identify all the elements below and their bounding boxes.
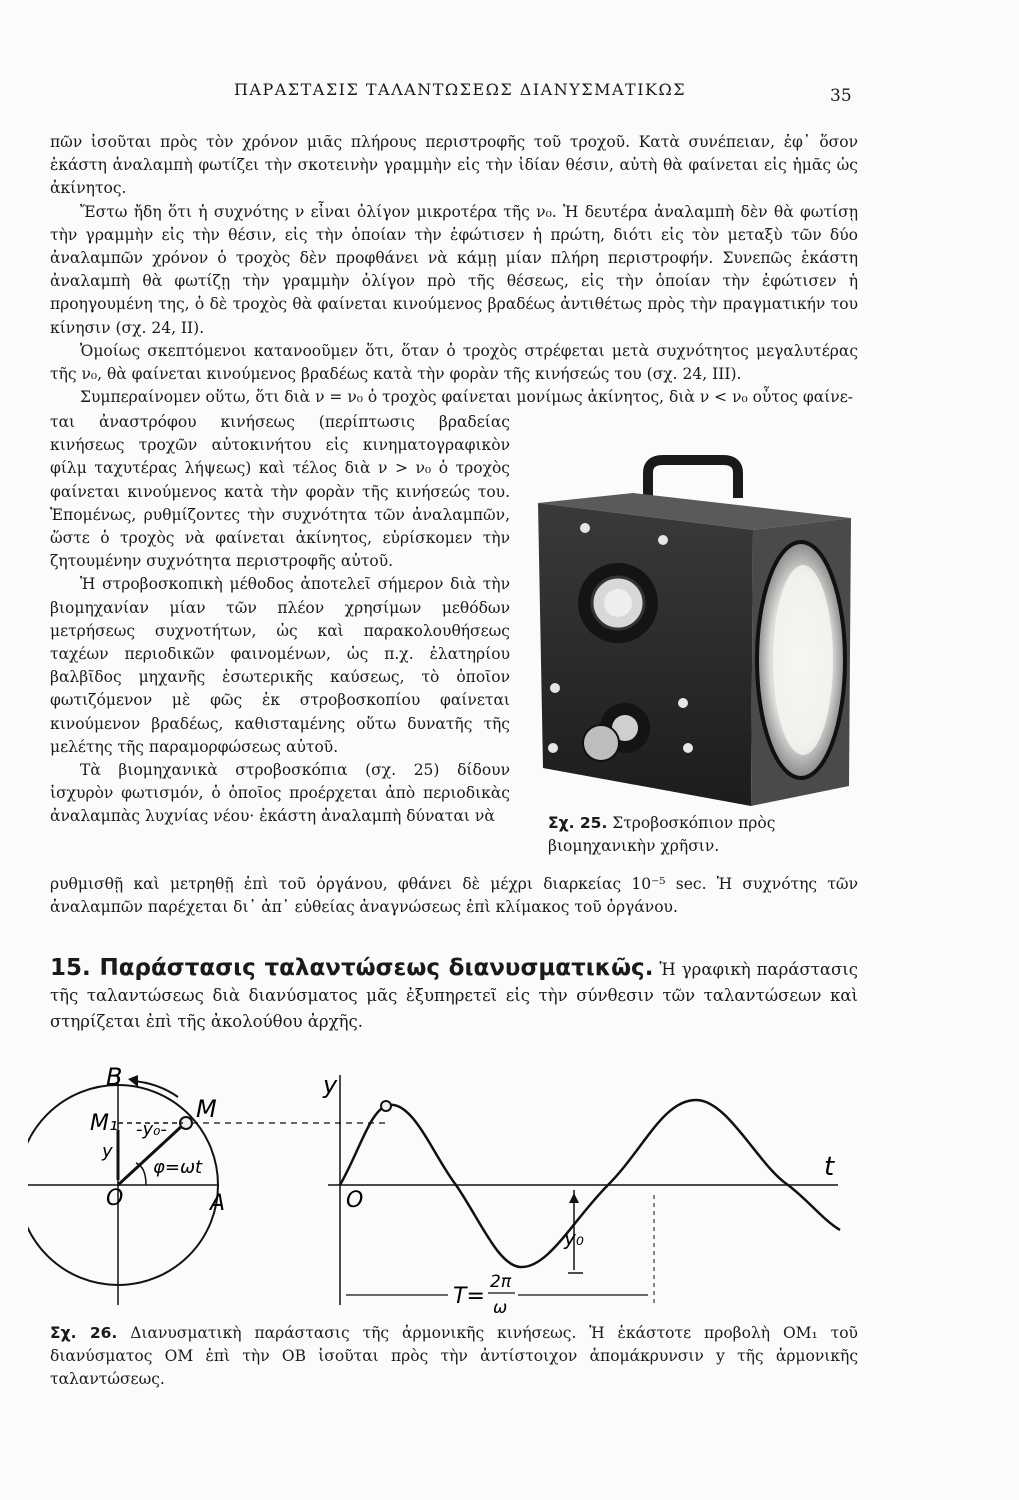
paragraph: ρυθμισθῇ καὶ μετρηθῇ ἐπὶ τοῦ ὀργάνου, φθάνει δὲ μέχρι διαρκείας 10⁻⁵ sec. Ἡ συχνότης τῶν ἀναλαμπῶν παρέχεται δι᾽ ἀπ᾽ εὐθείας ἀναγνώσεως ἐπὶ κλίμακος τοῦ ὀργάνου. <box>50 875 858 917</box>
paragraph: πῶν ἰσοῦται πρὸς τὸν χρόνον μιᾶς πλήρους περιστροφῆς τοῦ τροχοῦ. Κατὰ συνέπειαν, ἐφ᾽ ὅσον ἑκάστη ἀναλαμπὴ φωτίζει τὴν σκοτεινὴν γραμμὴν εἰς τὴν ἰδίαν θέσιν, αὐτὴ θὰ φαίνεται εἰς ἡμᾶς ὡς ἀκίνητος. <box>50 133 858 198</box>
origin-label: O <box>346 1188 364 1213</box>
label-y: y <box>102 1141 113 1162</box>
label-m: M <box>196 1095 217 1123</box>
paragraph: Τὰ βιομηχανικὰ στροβοσκόπια (σχ. 25) δίδουν ἰσχυρὸν φωτισμόν, ὁ ὁποῖος προέρχεται ἀπὸ περιοδικὰς ἀναλαμπὰς λυχνίας νέου· ἑκάστη ἀναλαμπὴ δύναται νὰ <box>50 761 510 826</box>
figure-25-caption-text: Στροβοσκόπιον πρὸς βιομηχανικὴν χρῆσιν. <box>548 814 776 855</box>
text-block-left <box>50 411 510 829</box>
paragraph: Ὁμοίως σκεπτόμενοι κατανοοῦμεν ὅτι, ὅταν ὁ τροχὸς στρέφεται μετὰ συχνότητος μεγαλυτέρας τῆς ν₀, θὰ φαίνεται κινούμενος βραδέως κατὰ τὴν φορὰν τῆς κινήσεώς του (σχ. 24, III). <box>50 341 858 384</box>
label-m1: M₁ <box>90 1111 118 1136</box>
period-label: T= <box>453 1284 485 1309</box>
curve-point <box>381 1101 391 1111</box>
label-y0: -y₀- <box>136 1119 167 1140</box>
figure-25-label: Σχ. 25. <box>548 814 608 832</box>
axis-y-label: y <box>323 1071 338 1099</box>
section-title: 15. Παράστασις ταλαντώσεως διανυσματικῶς. <box>50 955 654 981</box>
figure-26-caption-text: Διανυσματικὴ παράστασις τῆς ἁρμονικῆς κινήσεως. Ἡ ἑκάστοτε προβολὴ OM₁ τοῦ διανύσματος OM ἐπὶ τὴν OB ἰσοῦται πρὸς τὴν ἀντίστοιχον ἀπομάκρυνσιν y τῆς ἁρμονικῆς ταλαντώσεως. <box>50 1324 858 1388</box>
figure-26-label: Σχ. 26. <box>50 1324 118 1342</box>
figure-25-caption <box>548 812 848 858</box>
paragraph: ται ἀναστρόφου κινήσεως (περίπτωσις βραδείας κινήσεως τροχῶν αὐτοκινήτου εἰς κινηματογραφικὸν φίλμ ταχυτέρας λήψεως) καὶ τέλος διὰ ν > ν₀ ὁ τροχὸς φαίνεται κινούμενος κατὰ τὴν φορὰν τῆς κινήσεώς του. Ἑπομένως, ρυθμίζοντες τὴν συχνότητα τῶν ἀναλαμπῶν, ὥστε ὁ τροχὸς νὰ φαίνεται ἀκίνητος, εὑρίσκομεν τὴν ζητουμένην συχνότητα περιστροφῆς αὐτοῦ. <box>50 413 510 571</box>
text-block-top <box>50 131 858 409</box>
figure-26 <box>28 1055 868 1317</box>
label-o-circle: O <box>106 1186 124 1211</box>
label-b: B <box>106 1063 123 1091</box>
section-text: Ἡ γραφικὴ παράστασις τῆς ταλαντώσεως διὰ διανύσματος μᾶς ἐξυπηρετεῖ εἰς τὴν σύνθεσιν τῶν ταλαντώσεων καὶ στηρίζεται ἐπὶ τῆς ἀκολούθου ἀρχῆς. <box>50 960 858 1031</box>
paragraph: Ἡ στροβοσκοπικὴ μέθοδος ἀποτελεῖ σήμερον διὰ τὴν βιομηχανίαν μίαν τῶν πλέον χρησίμων μεθόδων μετρήσεως συχνοτήτων, ὡς καὶ παρακολουθήσεως ταχέων περιοδικῶν φαινομένων, ὡς π.χ. ἐλατηρίου βαλβῖδος μηχανῆς ἐσωτερικῆς καύσεως, τὸ ὁποῖον φωτιζόμενον μὲ φῶς ἐκ στροβοσκοπίου φαίνεται κινούμενον βραδέως, καθισταμένης οὕτω δυνατῆς τῆς μελέτης τῆς παραμορφώσεως αὐτοῦ. <box>50 575 510 756</box>
sine-curve <box>340 1100 840 1267</box>
label-a: A <box>210 1191 226 1216</box>
period-denominator: ω <box>493 1298 508 1317</box>
figure-26-caption <box>50 1322 858 1391</box>
label-phi: φ=ωt <box>153 1157 203 1178</box>
text-block-bottom <box>50 873 858 919</box>
period-numerator: 2π <box>490 1272 512 1292</box>
amplitude-label: y₀ <box>564 1226 584 1250</box>
page-number: 35 <box>830 86 852 106</box>
stroboscope-photo <box>533 448 858 808</box>
paragraph: Συμπεραίνομεν οὕτω, ὅτι διὰ ν = ν₀ ὁ τροχὸς φαίνεται μονίμως ἀκίνητος, διὰ ν < ν₀ οὗτος φαίνε- <box>80 388 854 407</box>
axis-t-label: t <box>824 1152 835 1182</box>
section-15 <box>50 955 858 1035</box>
paragraph: Ἔστω ἤδη ὅτι ἡ συχνότης ν εἶναι ὀλίγον μικροτέρα τῆς ν₀. Ἡ δευτέρα ἀναλαμπὴ δὲν θὰ φωτίσῃ τὴν γραμμὴν εἰς τὴν θέσιν, εἰς τὴν ὁποίαν τὴν ἐφώτισεν ἡ πρώτη, διότι εἰς τὸν μεταξὺ τῶν δύο ἀναλαμπῶν χρόνον ὁ τροχὸς δὲν προφθάνει νὰ κάμῃ μίαν πλήρη περιστροφήν. Συνεπῶς ἑκάστη ἀναλαμπὴ θὰ φωτίζῃ τὴν γραμμὴν ὀλίγον πρὸ τῆς θέσεως, εἰς τὴν ὁποίαν τὴν ἐφώτισεν ἡ προηγουμένη της, ὁ δὲ τροχὸς θὰ φαίνεται κινούμενος βραδέως ἀντιθέτως πρὸς τὴν πραγματικήν του κίνησιν (σχ. 24, II). <box>50 202 858 337</box>
running-title: ΠΑΡΑΣΤΑΣΙΣ ΤΑΛΑΝΤΩΣΕΩΣ ΔΙΑΝΥΣΜΑΤΙΚΩΣ <box>233 80 687 99</box>
